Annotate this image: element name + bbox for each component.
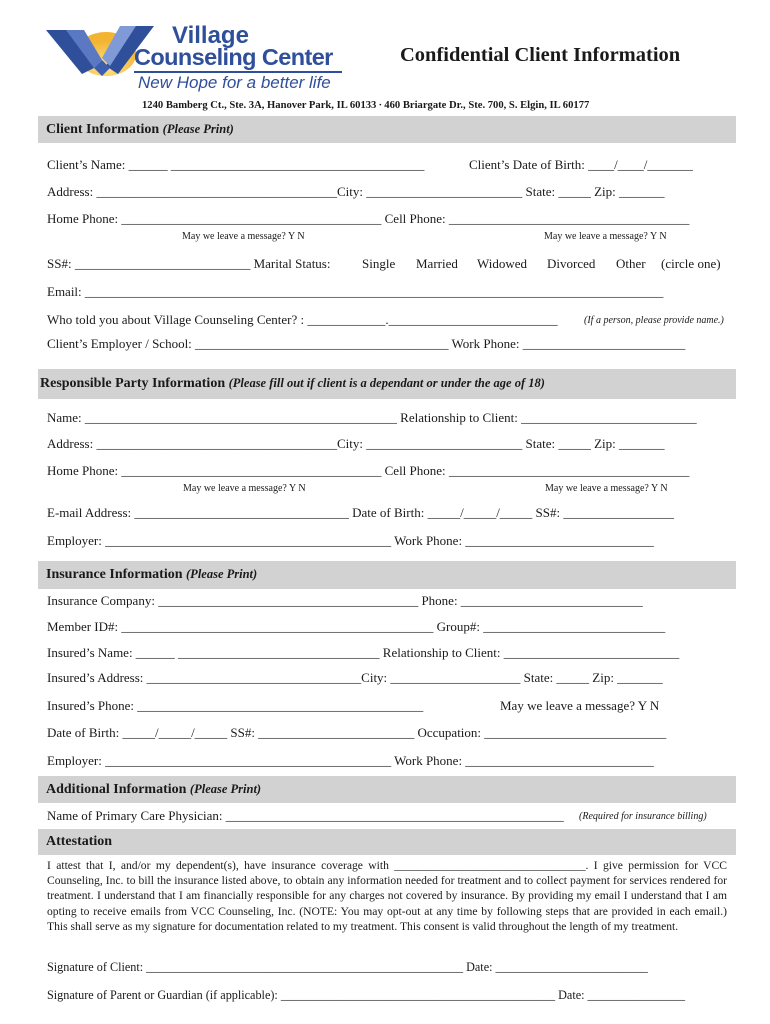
sig-parent-row <box>47 988 727 1006</box>
client-heading: Client Information <box>46 121 160 137</box>
marital-divorced[interactable]: Divorced <box>547 256 596 271</box>
referral-note: (If a person, please provide name.) <box>584 315 724 326</box>
client-phone-field[interactable]: Home Phone: ________________________________________ Cell Phone: _____________________________________ <box>47 211 690 226</box>
client-employer-row <box>47 336 727 354</box>
client-name-field[interactable]: Client’s Name: ______ _______________________________________ <box>47 157 425 172</box>
resp-address-field[interactable]: Address: _____________________________________City: ________________________ State: _____ Zip: _______ <box>47 436 665 451</box>
ins-name-row <box>47 645 727 663</box>
attestation-heading: Attestation <box>46 834 113 849</box>
client-address-row <box>47 184 727 202</box>
marital-widowed[interactable]: Widowed <box>477 256 528 271</box>
page-title: Confidential Client Information <box>400 44 681 66</box>
ins-phone-row <box>47 698 727 716</box>
ins-employer-field[interactable]: Employer: ____________________________________________ Work Phone: _____________________________ <box>47 753 654 768</box>
resp-employer-field[interactable]: Employer: ____________________________________________ Work Phone: _____________________________ <box>47 533 654 548</box>
sig-client-row <box>47 960 727 978</box>
resp-phone-field[interactable]: Home Phone: ________________________________________ Cell Phone: _____________________________________ <box>47 463 690 478</box>
client-section-header <box>38 116 736 143</box>
logo <box>44 22 344 98</box>
circle-one-note: (circle one) <box>661 256 721 271</box>
resp-address-row <box>47 436 727 454</box>
client-dob-field[interactable]: Client’s Date of Birth: ____/____/_______ <box>469 157 693 172</box>
insurance-section-header <box>38 561 736 589</box>
additional-section-header <box>38 776 736 803</box>
attestation-text: I attest that I, and/or my dependent(s), have insurance coverage with _________________________________. I give permission for VCC Counseling, Inc. to bill the insurance listed above, to obtain any information needed for treatment and to collect payment for services rendered for treatment. I understand that I am financially responsible for any charges not covered by insurance. By providing my email I understand that I am opting to receive emails from VCC Counseling, Inc. (NOTE: You may opt-out at any time by following steps that are provided in each email.) This shall serve as my signature for documentation related to my treatment. This consent is valid throughout the length of my treatment. <box>47 859 727 933</box>
client-ss-field[interactable]: SS#: ___________________________ Marital Status: <box>47 256 331 271</box>
resp-cell-msg[interactable]: May we leave a message? Y N <box>545 483 668 494</box>
pcp-row <box>47 808 727 826</box>
client-phone-row <box>47 211 727 229</box>
resp-name-field[interactable]: Name: ________________________________________________ Relationship to Client: ___________________________ <box>47 410 697 425</box>
logo-tagline: New Hope for a better life <box>138 73 331 92</box>
client-email-row <box>47 284 727 302</box>
sig-client-field[interactable]: Signature of Client: ____________________________________________________ Date: _________________________ <box>47 960 648 974</box>
marital-other[interactable]: Other <box>616 256 646 271</box>
client-home-msg[interactable]: May we leave a message? Y N <box>182 231 305 242</box>
ins-phone-field[interactable]: Insured’s Phone: ____________________________________________ <box>47 698 424 713</box>
ins-member-row <box>47 619 727 637</box>
ins-address-row <box>47 670 727 688</box>
insurance-heading: Insurance Information <box>46 567 183 582</box>
logo-line1: Village <box>172 22 249 49</box>
ins-company-field[interactable]: Insurance Company: ________________________________________ Phone: ____________________________ <box>47 593 643 608</box>
resp-home-msg[interactable]: May we leave a message? Y N <box>183 483 306 494</box>
marital-married[interactable]: Married <box>416 256 458 271</box>
ins-dob-field[interactable]: Date of Birth: _____/_____/_____ SS#: ________________________ Occupation: ____________________________ <box>47 725 667 740</box>
resp-email-field[interactable]: E-mail Address: _________________________________ Date of Birth: _____/_____/_____ SS#: _________________ <box>47 505 674 520</box>
client-referral-field[interactable]: Who told you about Village Counseling Center? : ____________.__________________________ <box>47 312 558 327</box>
ins-member-field[interactable]: Member ID#: ________________________________________________ Group#: ____________________________ <box>47 619 666 634</box>
responsible-heading: Responsible Party Information <box>40 376 226 391</box>
client-name-row <box>47 157 727 175</box>
marital-single[interactable]: Single <box>362 256 396 271</box>
client-employer-field[interactable]: Client’s Employer / School: _______________________________________ Work Phone: _________________________ <box>47 336 686 351</box>
ins-phone-msg[interactable]: May we leave a message? Y N <box>500 698 660 713</box>
client-cell-msg[interactable]: May we leave a message? Y N <box>544 231 667 242</box>
client-address-field[interactable]: Address: _____________________________________City: ________________________ State: _____ Zip: _______ <box>47 184 665 199</box>
resp-employer-row <box>47 533 727 551</box>
additional-heading-sub: (Please Print) <box>189 781 262 796</box>
ins-employer-row <box>47 753 727 771</box>
office-address: 1240 Bamberg Ct., Ste. 3A, Hanover Park, IL 60133 ∙ 460 Briargate Dr., Ste. 700, S. Elgin, IL 60177 <box>142 100 590 111</box>
insurance-heading-sub: (Please Print) <box>186 567 258 581</box>
attestation-section-header <box>38 829 736 855</box>
resp-email-row <box>47 505 727 523</box>
resp-name-row <box>47 410 727 428</box>
additional-heading: Additional Information <box>46 781 187 797</box>
responsible-section-header <box>38 369 736 399</box>
client-referral-row <box>47 312 727 330</box>
pcp-field[interactable]: Name of Primary Care Physician: ____________________________________________________ <box>47 808 564 823</box>
ins-address-field[interactable]: Insured’s Address: _________________________________City: ____________________ State: _____ Zip: _______ <box>47 670 663 685</box>
ins-name-field[interactable]: Insured’s Name: ______ _______________________________ Relationship to Client: ___________________________ <box>47 645 680 660</box>
client-email-field[interactable]: Email: _________________________________________________________________________________________ <box>47 284 664 299</box>
ins-company-row <box>47 593 727 611</box>
client-heading-sub: (Please Print) <box>162 121 234 136</box>
pcp-note: (Required for insurance billing) <box>579 811 707 822</box>
sig-parent-field[interactable]: Signature of Parent or Guardian (if applicable): _____________________________________________ Date: ________________ <box>47 988 686 1002</box>
responsible-heading-sub: (Please fill out if client is a dependant or under the age of 18) <box>228 376 545 390</box>
logo-line2: Counseling Center <box>134 44 333 70</box>
ins-dob-row <box>47 725 727 743</box>
client-ss-row <box>47 256 727 274</box>
resp-phone-row <box>47 463 727 481</box>
